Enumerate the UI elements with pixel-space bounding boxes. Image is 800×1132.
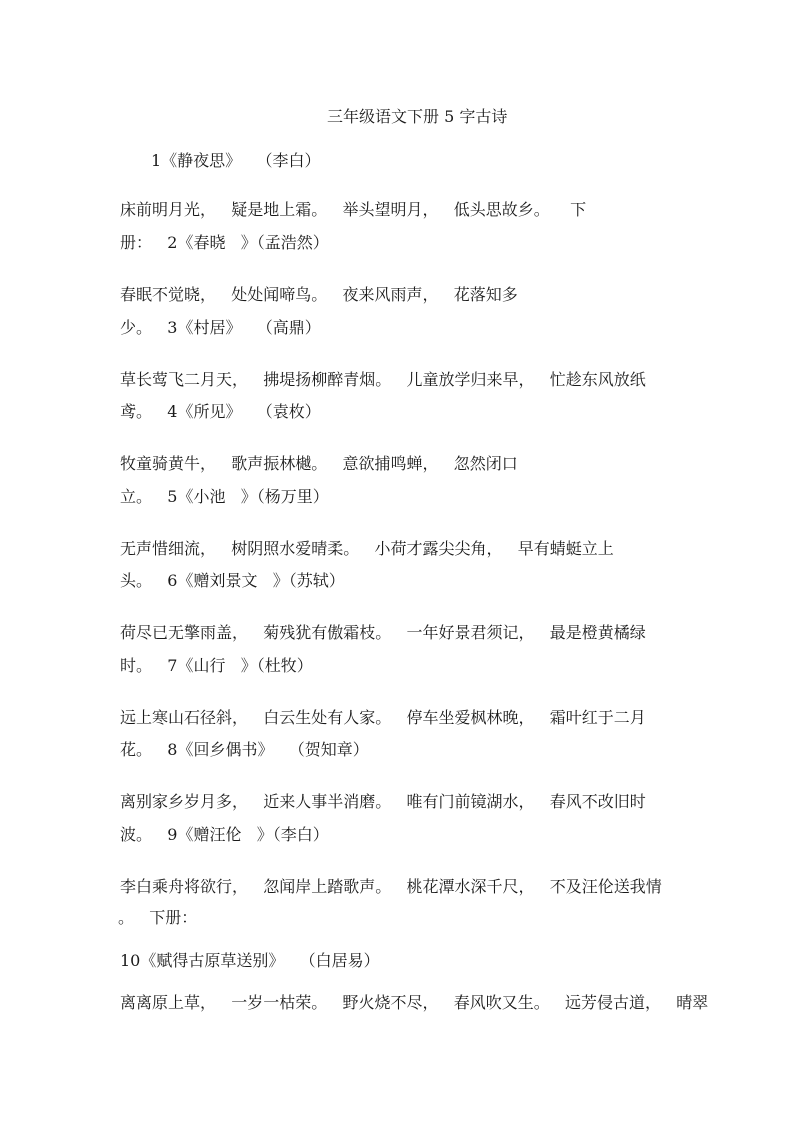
text-line: 头。 6《赠刘景文 》（苏轼） [120, 571, 345, 590]
text-line: 远上寒山石径斜， 白云生处有人家。 停车坐爱枫林晚， 霜叶红于二月 [120, 708, 646, 727]
text-line: 花。 8《回乡偶书》 （贺知章） [120, 740, 369, 759]
text-line: 时。 7《山行 》（杜牧） [120, 656, 313, 675]
document-title: 三年级语文下册 5 字古诗 [327, 107, 508, 126]
text-line: 草长莺飞二月天， 拂堤扬柳醉青烟。 儿童放学归来早， 忙趁东风放纸 [120, 370, 646, 389]
poem-heading-10: 10《赋得古原草送别》 （白居易） [120, 951, 380, 970]
text-line: 鸢。 4《所见》 （袁枚） [120, 402, 321, 421]
text-line: 荷尽已无擎雨盖， 菊残犹有傲霜枝。 一年好景君须记， 最是橙黄橘绿 [120, 623, 646, 642]
text-line: 少。 3《村居》 （高鼎） [120, 318, 321, 337]
text-line: 无声惜细流， 树阴照水爱晴柔。 小荷才露尖尖角， 早有蜻蜓立上 [120, 539, 614, 558]
text-line: 离别家乡岁月多， 近来人事半消磨。 唯有门前镜湖水， 春风不改旧时 [120, 792, 646, 811]
text-line: 离离原上草， 一岁一枯荣。 野火烧不尽， 春风吹又生。 远芳侵古道， 晴翠 [120, 993, 709, 1012]
text-line: 册： 2《春晓 》（孟浩然） [120, 233, 329, 252]
text-line: 。 下册： [118, 908, 198, 927]
text-line: 春眠不觉晓， 处处闻啼鸟。 夜来风雨声， 花落知多 [120, 285, 518, 304]
text-line: 牧童骑黄牛， 歌声振林樾。 意欲捕鸣蝉， 忽然闭口 [120, 454, 518, 473]
text-line: 床前明月光， 疑是地上霜。 举头望明月， 低头思故乡。 下 [120, 200, 587, 219]
text-line: 立。 5《小池 》（杨万里） [120, 487, 329, 506]
poem-heading-1: 1《静夜思》 （李白） [151, 151, 321, 170]
text-line: 波。 9《赠汪伦 》（李白） [120, 825, 329, 844]
text-line: 李白乘舟将欲行， 忽闻岸上踏歌声。 桃花潭水深千尺， 不及汪伦送我情 [120, 877, 662, 896]
